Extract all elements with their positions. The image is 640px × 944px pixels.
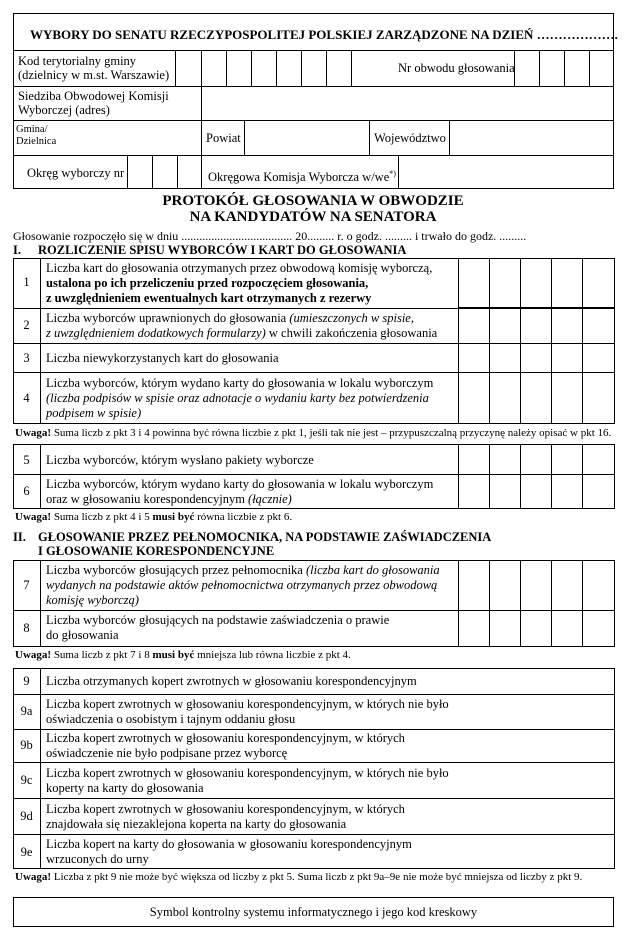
list-item: Liczba niewykorzystanych kart do głosowania bbox=[46, 351, 279, 365]
digit-box[interactable] bbox=[582, 474, 615, 509]
list-item: Liczba wyborców głosujących na podstawie zaświadczenia o prawie do głosowania bbox=[46, 613, 390, 642]
kod-gminy-field[interactable] bbox=[176, 51, 351, 86]
list-item: Liczba wyborców, którym wysłano pakiety wyborcze bbox=[46, 453, 314, 467]
digit-box[interactable] bbox=[520, 258, 552, 308]
okreg-nr-field[interactable] bbox=[128, 156, 201, 189]
digit-box[interactable] bbox=[582, 560, 615, 611]
list-item: Liczba kopert zwrotnych w głosowaniu korespondencyjnym, w których nie było koperty na karty do głosowania bbox=[46, 766, 449, 795]
row-num: 7 bbox=[23, 578, 30, 592]
digit-box[interactable] bbox=[520, 372, 552, 424]
row-num: 8 bbox=[23, 621, 30, 635]
note-uwaga-4: Uwaga! Liczba z pkt 9 nie może być większa od liczby z pkt 5. Suma liczb z pkt 9a–9e nie może być mniejsza od liczby z pkt 9. bbox=[15, 871, 583, 883]
wojewodztwo-label: Województwo bbox=[374, 131, 446, 145]
digit-box[interactable] bbox=[458, 372, 490, 424]
digit-box[interactable] bbox=[520, 474, 552, 509]
barcode-label: Symbol kontrolny systemu informatycznego i jego kod kreskowy bbox=[149, 905, 478, 919]
row-num: 9c bbox=[20, 773, 33, 787]
section1-title: ROZLICZENIE SPISU WYBORCÓW I KART DO GŁOSOWANIA bbox=[38, 243, 407, 257]
digit-box[interactable] bbox=[489, 258, 521, 308]
list-item: Liczba wyborców głosujących przez pełnomocnika (liczba kart do głosowania wydanych na podstawie aktów pełnomocnictwa otrzymanych przez obwodową komisję wyborczą) bbox=[46, 563, 440, 607]
powiat-label: Powiat bbox=[206, 131, 241, 145]
digit-box[interactable] bbox=[489, 560, 521, 611]
digit-box[interactable] bbox=[489, 474, 521, 509]
row-num: 4 bbox=[23, 391, 30, 405]
wojewodztwo-field[interactable] bbox=[450, 121, 613, 155]
okregowa-komisja-label: Okręgowa Komisja Wyborcza w/we*) bbox=[208, 169, 396, 185]
row-num: 9a bbox=[20, 704, 33, 718]
digit-box[interactable] bbox=[582, 308, 615, 344]
digit-box[interactable] bbox=[582, 610, 615, 647]
kod-label: Kod terytorialny gminy (dzielnicy w m.st. Warszawie) bbox=[18, 54, 170, 82]
list-item: Liczba kopert zwrotnych w głosowaniu korespondencyjnym, w których nie było oświadczenia o osobistym i tajnym oddaniu głosu bbox=[46, 697, 449, 726]
gmina-field[interactable] bbox=[64, 121, 200, 155]
section2-title-2: I GŁOSOWANIE KORESPONDENCYJNE bbox=[38, 544, 275, 558]
nr-obwodu-label: Nr obwodu głosowania bbox=[398, 61, 515, 75]
digit-box[interactable] bbox=[551, 610, 583, 647]
siedziba-label: Siedziba Obwodowej Komisji Wyborczej (adres) bbox=[18, 89, 169, 117]
digit-box[interactable] bbox=[520, 610, 552, 647]
powiat-field[interactable] bbox=[245, 121, 368, 155]
nr-obwodu-field[interactable] bbox=[515, 51, 613, 86]
list-item: Liczba kopert zwrotnych w głosowaniu korespondencyjnym, w których znajdowała się niezaklejona koperta na karty do głosowania bbox=[46, 802, 405, 831]
digit-box[interactable] bbox=[551, 372, 583, 424]
digit-box[interactable] bbox=[551, 258, 583, 308]
list-item: Liczba wyborców, którym wydano karty do głosowania w lokalu wyborczym (liczba podpisów w spisie oraz adnotacje o wydaniu karty bez potwierdzenia podpisem w spisie) bbox=[46, 376, 434, 420]
okreg-label: Okręg wyborczy nr bbox=[27, 166, 125, 180]
list-item: Liczba kopert na karty do głosowania w głosowaniu korespondencyjnym wrzuconych do urny bbox=[46, 837, 412, 866]
row-num: 3 bbox=[23, 351, 30, 365]
digit-box[interactable] bbox=[458, 258, 490, 308]
section1-num: I. bbox=[13, 243, 21, 257]
list-item: Liczba wyborców uprawnionych do głosowania (umieszczonych w spisie, z uwzględnieniem dodatkowych formularzy) w chwili zakończenia głosowania bbox=[46, 311, 438, 340]
digit-box[interactable] bbox=[458, 560, 490, 611]
row-num: 5 bbox=[23, 453, 30, 467]
note-uwaga-3: Uwaga! Suma liczb z pkt 7 i 8 musi być mniejsza lub równa liczbie z pkt 4. bbox=[15, 649, 351, 661]
digit-box[interactable] bbox=[551, 444, 583, 475]
digit-box[interactable] bbox=[520, 444, 552, 475]
gmina-label: Gmina/ Dzielnica bbox=[16, 124, 57, 147]
start-line: Głosowanie rozpoczęło się w dniu ..................................... 20......... r. o godz. ......... i trwało do godz. ......... bbox=[13, 229, 527, 243]
digit-box[interactable] bbox=[582, 343, 615, 373]
digit-box[interactable] bbox=[489, 444, 521, 475]
list-item: Liczba wyborców, którym wydano karty do głosowania w lokalu wyborczym oraz w głosowaniu korespondencyjnym (łącznie) bbox=[46, 477, 434, 506]
section2-title-1: GŁOSOWANIE PRZEZ PEŁNOMOCNIKA, NA PODSTAWIE ZAŚWIADCZENIA bbox=[38, 530, 492, 544]
row-num: 2 bbox=[23, 318, 30, 332]
digit-box[interactable] bbox=[458, 610, 490, 647]
digit-box[interactable] bbox=[520, 308, 552, 344]
protocol-title-1: PROTOKÓŁ GŁOSOWANIA W OBWODZIE bbox=[162, 193, 464, 209]
digit-box[interactable] bbox=[551, 474, 583, 509]
digit-box[interactable] bbox=[551, 560, 583, 611]
row-num: 9d bbox=[20, 809, 33, 823]
digit-box[interactable] bbox=[582, 444, 615, 475]
digit-box[interactable] bbox=[489, 610, 521, 647]
digit-box[interactable] bbox=[458, 308, 490, 344]
protocol-title-2: NA KANDYDATÓW NA SENATORA bbox=[189, 209, 437, 225]
digit-box[interactable] bbox=[551, 308, 583, 344]
row-num: 6 bbox=[23, 484, 30, 498]
digit-box[interactable] bbox=[520, 560, 552, 611]
row-num: 9e bbox=[20, 845, 33, 859]
note-uwaga-1: Uwaga! Suma liczb z pkt 3 i 4 powinna być równa liczbie z pkt 1, jeśli tak nie jest – przypuszczalną przyczynę należy opisać w pkt 16. bbox=[15, 427, 612, 439]
row-num: 9b bbox=[20, 738, 33, 752]
siedziba-field[interactable] bbox=[202, 87, 613, 120]
okregowa-komisja-field[interactable] bbox=[399, 156, 613, 189]
digit-box[interactable] bbox=[458, 444, 490, 475]
row-num: 1 bbox=[23, 275, 30, 289]
digit-box[interactable] bbox=[520, 343, 552, 373]
digit-box[interactable] bbox=[458, 474, 490, 509]
note-uwaga-2: Uwaga! Suma liczb z pkt 4 i 5 musi być równa liczbie z pkt 6. bbox=[15, 511, 293, 523]
list-item: Liczba kart do głosowania otrzymanych przez obwodową komisję wyborczą, ustalona po ich przeliczeniu przed rozpoczęciem głosowania, z uwzględnieniem ewentualnych kart otrzymanych z rezerwy bbox=[46, 261, 433, 305]
digit-box[interactable] bbox=[458, 343, 490, 373]
digit-box[interactable] bbox=[551, 343, 583, 373]
digit-box[interactable] bbox=[489, 372, 521, 424]
digit-box[interactable] bbox=[582, 258, 615, 308]
election-title: WYBORY DO SENATU RZECZYPOSPOLITEJ POLSKIEJ ZARZĄDZONE NA DZIEŃ ………………. bbox=[30, 27, 618, 42]
digit-box[interactable] bbox=[582, 372, 615, 424]
section2-num: II. bbox=[13, 530, 26, 544]
list-item: Liczba otrzymanych kopert zwrotnych w głosowaniu korespondencyjnym bbox=[46, 674, 417, 688]
row-num: 9 bbox=[23, 674, 30, 688]
list-item: Liczba kopert zwrotnych w głosowaniu korespondencyjnym, w których oświadczenie nie było podpisane przez wyborcę bbox=[46, 731, 405, 760]
digit-box[interactable] bbox=[489, 343, 521, 373]
digit-box[interactable] bbox=[489, 308, 521, 344]
